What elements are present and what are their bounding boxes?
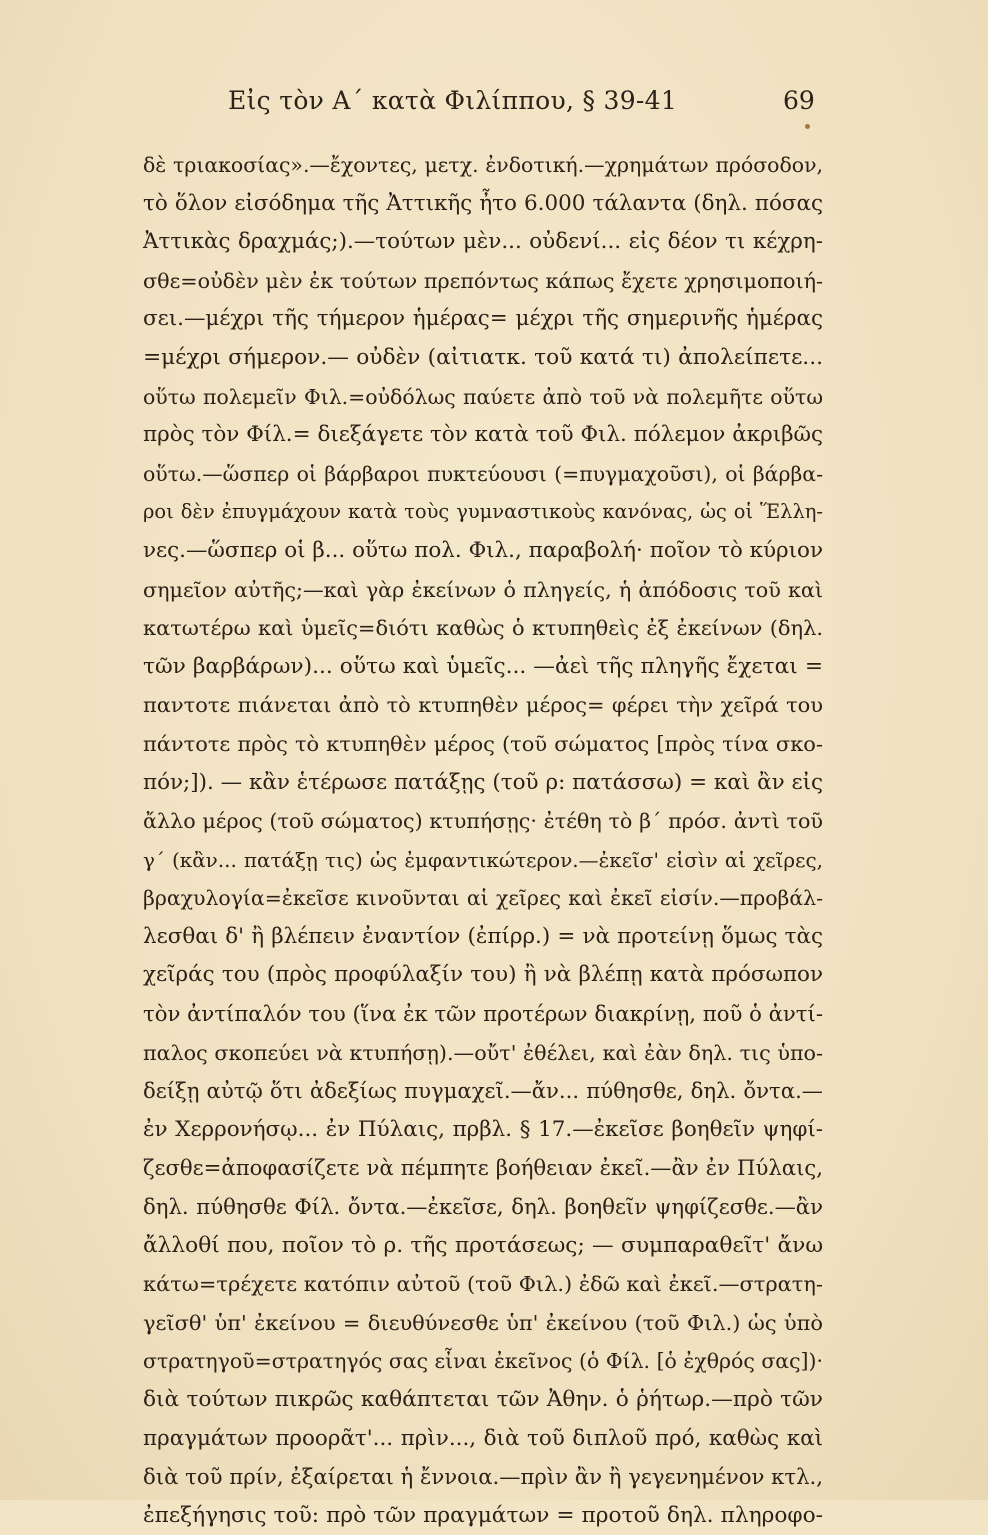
running-head-title: Εἰς τὸν Α΄ κατὰ Φιλίππου, § 39-41 <box>228 86 678 115</box>
text-line: πραγμάτων προορᾶτ'... πρὶν..., διὰ τοῦ διπλοῦ πρό, καθὼς καὶ <box>143 1425 823 1451</box>
text-line: =μέχρι σήμερον.— οὐδὲν (αἰτιατκ. τοῦ κατά τι) ἀπολείπετε... <box>143 344 823 370</box>
text-line: κάτω=τρέχετε κατόπιν αὐτοῦ (τοῦ Φιλ.) ἐδῶ καὶ ἐκεῖ.—στρατη- <box>143 1272 824 1297</box>
text-line: τὸν ἀντίπαλόν του (ἵνα ἐκ τῶν προτέρων διακρίνῃ, ποῦ ὁ ἀντί- <box>143 1001 823 1027</box>
text-line: πάντοτε πρὸς τὸ κτυπηθὲν μέρος (τοῦ σώματος [πρὸς τίνα σκο- <box>143 731 823 756</box>
text-line: διὰ τοῦ πρίν, ἐξαίρεται ἡ ἔννοια.—πρὶν ἂν ἢ γεγενημένον κτλ., <box>143 1464 823 1490</box>
text-line: γεῖσθ' ὑπ' ἐκείνου = διευθύνεσθε ὑπ' ἐκείνου (τοῦ Φιλ.) ὡς ὑπὸ <box>143 1310 823 1335</box>
text-line: διὰ τούτων πικρῶς καθάπτεται τῶν Ἀθην. ὁ ῥήτωρ.—πρὸ τῶν <box>143 1387 823 1412</box>
text-line: τῶν βαρβάρων)... οὕτω καὶ ὑμεῖς... —ἀεὶ τῆς πληγῆς ἔχεται = <box>143 653 823 679</box>
text-line: ἐν Χερρονήσῳ... ἐν Πύλαις, πρβλ. § 17.—ἐκεῖσε βοηθεῖν ψηφί- <box>143 1116 823 1142</box>
text-line: νες.—ὥσπερ οἱ β... οὕτω πολ. Φιλ., παραβολή· ποῖον τὸ κύριον <box>143 537 823 563</box>
text-line: λεσθαι δ' ἢ βλέπειν ἐναντίον (ἐπίρρ.) = νὰ προτείνῃ ὅμως τὰς <box>143 923 823 949</box>
text-line: Ἀττικὰς δραχμάς;).—τούτων μὲν... οὐδενί... εἰς δέον τι κέχρη- <box>143 229 823 255</box>
text-line: ζεσθε=ἀποφασίζετε νὰ πέμπητε βοήθειαν ἐκεῖ.—ἂν ἐν Πύλαις, <box>143 1155 823 1181</box>
text-line: οὕτω πολεμεῖν Φιλ.=οὐδόλως παύετε ἀπὸ τοῦ νὰ πολεμῆτε οὕτω <box>143 384 823 409</box>
text-line: ἄλλο μέρος (τοῦ σώματος) κτυπήσῃς· ἐτέθη τὸ β΄ πρόσ. ἀντὶ τοῦ <box>143 809 823 834</box>
text-line: στρατηγοῦ=στρατηγός σας εἶναι ἐκεῖνος (ὁ Φίλ. [ὁ ἐχθρός σας])· <box>143 1349 823 1374</box>
text-line: πρὸς τὸν Φίλ.= διεξάγετε τὸν κατὰ τοῦ Φιλ. πόλεμον ἀκριβῶς <box>143 422 823 448</box>
text-line: πόν;]). — κἂν ἑτέρωσε πατάξῃς (τοῦ ρ: πατάσσω) = καὶ ἂν εἰς <box>143 769 823 795</box>
text-line: κατωτέρω καὶ ὑμεῖς=διότι καθὼς ὁ κτυπηθεὶς ἐξ ἐκείνων (δηλ. <box>143 616 823 641</box>
text-line: δὲ τριακοσίας».—ἔχοντες, μετχ. ἐνδοτική.—χρημάτων πρόσοδον, <box>143 153 823 177</box>
text-line: σει.—μέχρι τῆς τήμερον ἡμέρας= μέχρι τῆς σημερινῆς ἡμέρας <box>143 306 823 332</box>
text-line: παλος σκοπεύει νὰ κτυπήσῃ).—οὔτ' ἐθέλει, καὶ ἐὰν δηλ. τις ὑπο- <box>143 1040 823 1065</box>
text-line: γ΄ (κἂν... πατάξῃ τις) ὡς ἐμφαντικώτερον.—ἐκεῖσ' εἰσὶν αἱ χεῖρες, <box>143 847 823 872</box>
text-line: ἄλλοθί που, ποῖον τὸ ρ. τῆς προτάσεως; — συμπαραθεῖτ' ἄνω <box>143 1232 823 1258</box>
text-line: δείξῃ αὐτῷ ὅτι ἀδεξίως πυγμαχεῖ.—ἄν... πύθησθε, δηλ. ὄντα.— <box>143 1078 823 1104</box>
text-line: βραχυλογία=ἐκεῖσε κινοῦνται αἱ χεῖρες καὶ ἐκεῖ εἰσίν.—προβάλ- <box>143 886 823 911</box>
text-line: οὕτω.—ὥσπερ οἱ βάρβαροι πυκτεύουσι (=πυγμαχοῦσι), οἱ βάρβα- <box>143 461 823 486</box>
text-line: δηλ. πύθησθε Φίλ. ὄντα.—ἐκεῖσε, δηλ. βοηθεῖν ψηφίζεσθε.—ἂν <box>143 1194 823 1220</box>
text-line: ἐπεξήγησις τοῦ: πρὸ τῶν πραγμάτων = προτοῦ δηλ. πληροφο- <box>143 1502 823 1528</box>
text-line: σθε=οὐδὲν μὲν ἐκ τούτων πρεπόντως κάπως ἔχετε χρησιμοποιή- <box>143 268 823 293</box>
text-line: παντοτε πιάνεται ἀπὸ τὸ κτυπηθὲν μέρος= φέρει τὴν χεῖρά του <box>143 693 823 718</box>
text-line: τὸ ὅλον εἰσόδημα τῆς Ἀττικῆς ἦτο 6.000 τάλαντα (δηλ. πόσας <box>143 190 823 216</box>
page-number: 69 <box>783 86 815 115</box>
commentary-text <box>143 146 823 1535</box>
text-line: ροι δὲν ἐπυγμάχουν κατὰ τοὺς γυμναστικοὺς κανόνας, ὡς οἱ Ἕλλη- <box>143 500 823 524</box>
text-line: σημεῖον αὐτῆς;—καὶ γὰρ ἐκείνων ὁ πληγείς, ἡ ἀπόδοσις τοῦ καὶ <box>143 577 823 602</box>
ink-spot <box>805 124 810 129</box>
text-line: χεῖράς του (πρὸς προφύλαξίν του) ἢ νὰ βλέπῃ κατὰ πρόσωπον <box>143 962 823 988</box>
